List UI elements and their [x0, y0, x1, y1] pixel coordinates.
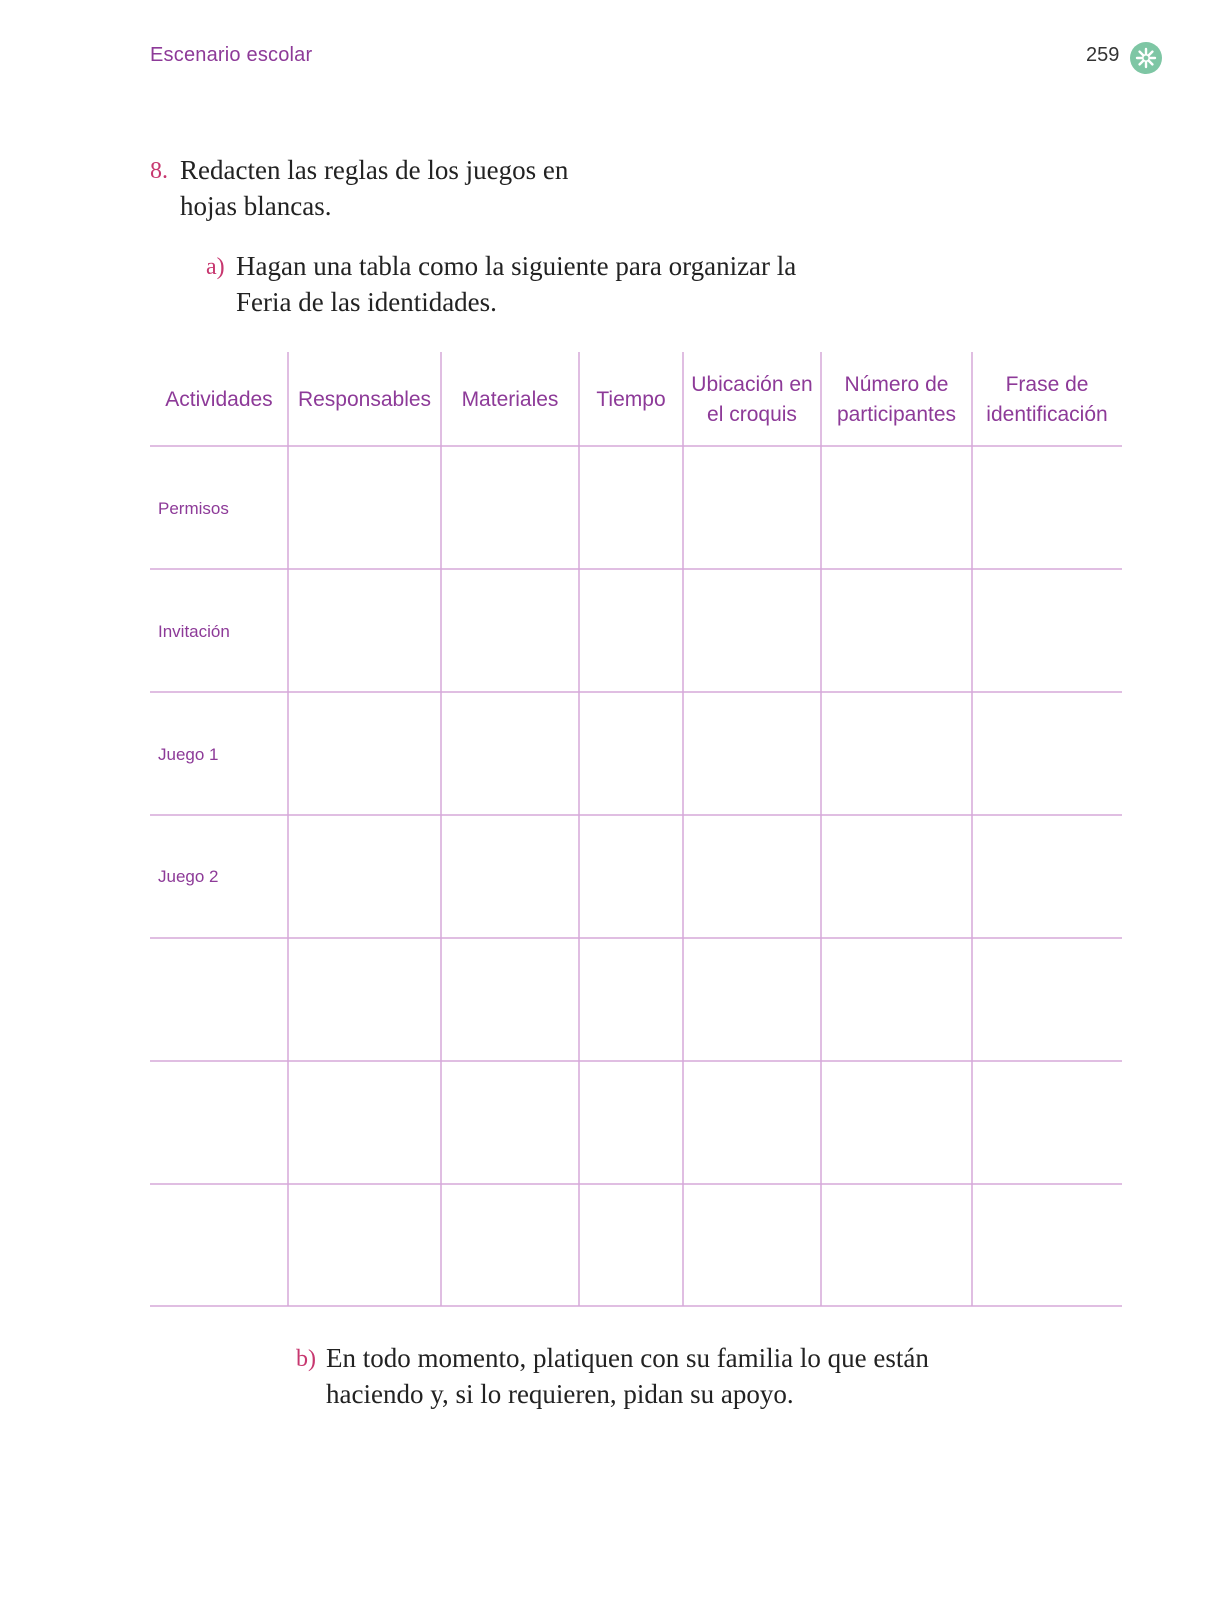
instruction-step-b: [296, 1340, 966, 1412]
header-line: identificación: [986, 403, 1108, 426]
table-header-actividades: [150, 360, 288, 440]
header-line: Frase de: [1005, 373, 1089, 396]
table-header-tiempo: [579, 360, 683, 440]
instruction-line: hojas blancas.: [180, 191, 332, 221]
header-line: Tiempo: [596, 388, 666, 411]
step-marker: 8.: [150, 158, 168, 184]
table-header-numero-participantes: [821, 360, 972, 440]
instruction-line: Redacten las reglas de los juegos en: [180, 155, 569, 185]
table-row-label-invitacion: Invitación: [158, 622, 230, 641]
instruction-line: Feria de las identidades.: [236, 287, 497, 317]
instruction-line: haciendo y, si lo requieren, pidan su apoyo.: [326, 1379, 794, 1409]
header-line: Responsables: [297, 388, 432, 411]
header-line: Materiales: [461, 388, 559, 411]
step-marker: b): [296, 1346, 316, 1372]
running-header: Escenario escolar: [150, 44, 313, 66]
table-row-label-juego-1: Juego 1: [158, 745, 219, 764]
header-line: Número de: [844, 373, 949, 396]
instruction-line: En todo momento, platiquen con su familia lo que están: [326, 1343, 929, 1373]
step-marker: a): [206, 254, 225, 280]
header-line: participantes: [836, 403, 957, 426]
header-line: Actividades: [165, 388, 273, 411]
table-header-materiales: [441, 360, 579, 440]
header-line: Ubicación en: [691, 373, 813, 396]
page-number: 259: [1086, 44, 1120, 66]
table-row-label-permisos: Permisos: [158, 499, 229, 518]
table-header-frase-identificacion: [972, 360, 1122, 440]
table-header-responsables: [288, 360, 441, 440]
instruction-line: Hagan una tabla como la siguiente para organizar la: [236, 251, 797, 281]
table-row-label-juego-2: Juego 2: [158, 867, 219, 886]
header-line: el croquis: [707, 403, 797, 426]
table-header-ubicacion: [683, 360, 821, 440]
